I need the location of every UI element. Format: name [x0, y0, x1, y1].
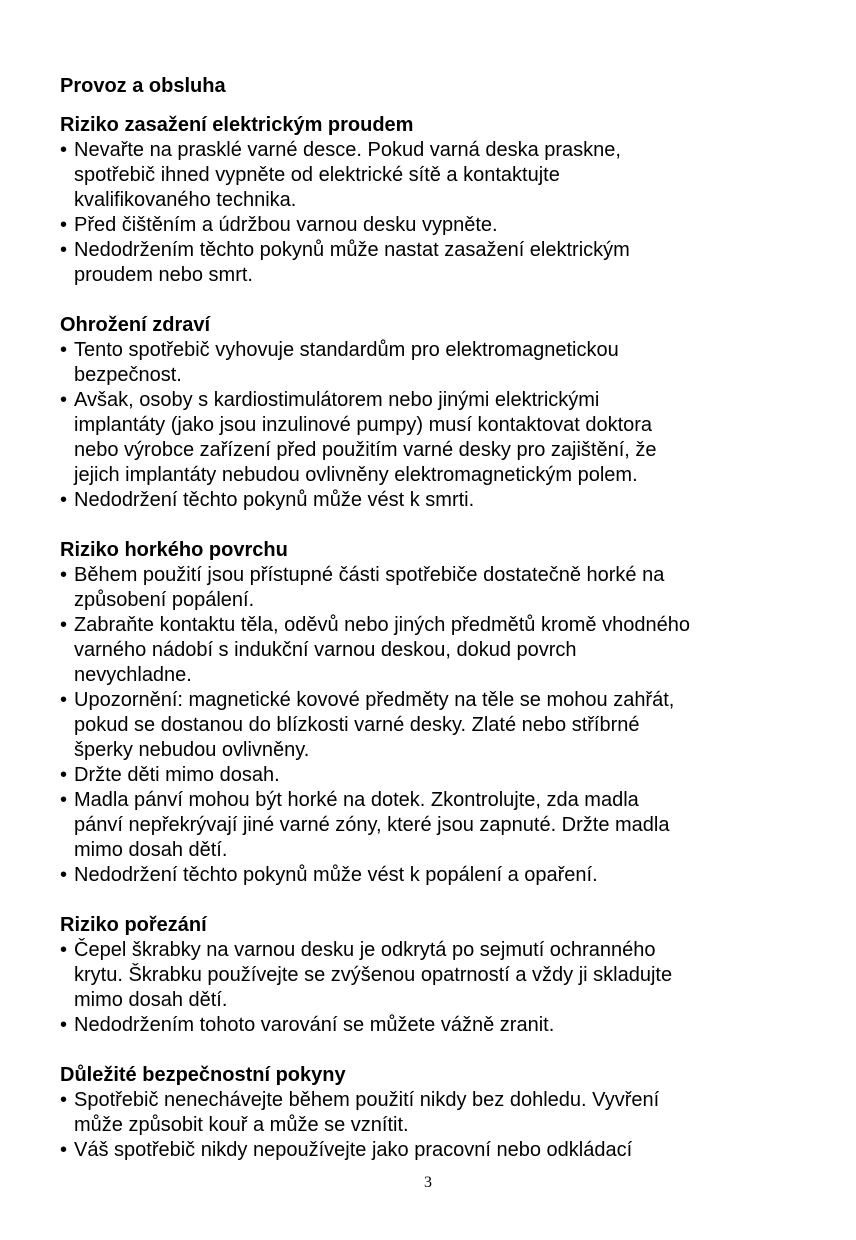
section-heading: Důležité bezpečnostní pokyny — [60, 1064, 346, 1086]
list-item: • Upozornění: magnetické kovové předměty na těle se mohou zahřát, pokud se dostanou do blízkosti varné desky. Zlaté nebo stříbrné šperky nebudou ovlivněny. — [60, 688, 800, 763]
list-item: • Nedodržení těchto pokynů může vést k popálení a opaření. — [60, 863, 800, 888]
list-item: • Zabraňte kontaktu těla, oděvů nebo jiných předmětů kromě vhodného varného nádobí s indukční varnou deskou, dokud povrch nevychladne. — [60, 613, 800, 688]
page-title: Provoz a obsluha — [60, 75, 226, 97]
list-item: • Váš spotřebič nikdy nepoužívejte jako pracovní nebo odkládací — [60, 1138, 800, 1163]
section-heading: Riziko pořezání — [60, 914, 207, 936]
list-item: • Avšak, osoby s kardiostimulátorem nebo jinými elektrickými implantáty (jako jsou inzulinové pumpy) musí kontaktovat doktora nebo výrobce zařízení před použitím varné desky pro zajištění, že jejich implantáty nebudou ovlivněny elektromagnetickým polem. — [60, 388, 800, 488]
list-item: • Spotřebič nenechávejte během použití nikdy bez dohledu. Vyvření může způsobit kouř a může se vznítit. — [60, 1088, 800, 1138]
section-cut-hazard — [60, 913, 800, 1038]
list-item: • Během použití jsou přístupné části spotřebiče dostatečně horké na způsobení popálení. — [60, 563, 800, 613]
section-health-hazard — [60, 313, 800, 513]
section-heading: Riziko zasažení elektrickým proudem — [60, 114, 414, 136]
list-item: • Tento spotřebič vyhovuje standardům pro elektromagnetickou bezpečnost. — [60, 338, 800, 388]
bullet-list — [60, 563, 800, 888]
bullet-list — [60, 138, 800, 288]
list-item: • Nedodržením tohoto varování se můžete vážně zranit. — [60, 1013, 800, 1038]
list-item: • Nevařte na prasklé varné desce. Pokud varná deska praskne, spotřebič ihned vypněte od elektrické sítě a kontaktujte kvalifikovaného technika. — [60, 138, 800, 213]
section-electric-shock — [60, 113, 800, 288]
bullet-list — [60, 1088, 800, 1163]
list-item: • Madla pánví mohou být horké na dotek. Zkontrolujte, zda madla pánví nepřekrývají jiné varné zóny, které jsou zapnuté. Držte madla mimo dosah dětí. — [60, 788, 800, 863]
section-hot-surface — [60, 538, 800, 888]
list-item: • Před čištěním a údržbou varnou desku vypněte. — [60, 213, 800, 238]
list-item: • Čepel škrabky na varnou desku je odkrytá po sejmutí ochranného krytu. Škrabku používejte se zvýšenou opatrností a vždy ji skladujte mimo dosah dětí. — [60, 938, 800, 1013]
page-number: 3 — [424, 1174, 432, 1191]
list-item: • Nedodržením těchto pokynů může nastat zasažení elektrickým proudem nebo smrt. — [60, 238, 800, 288]
page-content — [60, 74, 800, 1163]
bullet-list — [60, 938, 800, 1038]
section-heading: Ohrožení zdraví — [60, 314, 211, 336]
list-item: • Nedodržení těchto pokynů může vést k smrti. — [60, 488, 800, 513]
bullet-list — [60, 338, 800, 513]
section-important-safety — [60, 1063, 800, 1163]
section-heading: Riziko horkého povrchu — [60, 539, 288, 561]
list-item: • Držte děti mimo dosah. — [60, 763, 800, 788]
